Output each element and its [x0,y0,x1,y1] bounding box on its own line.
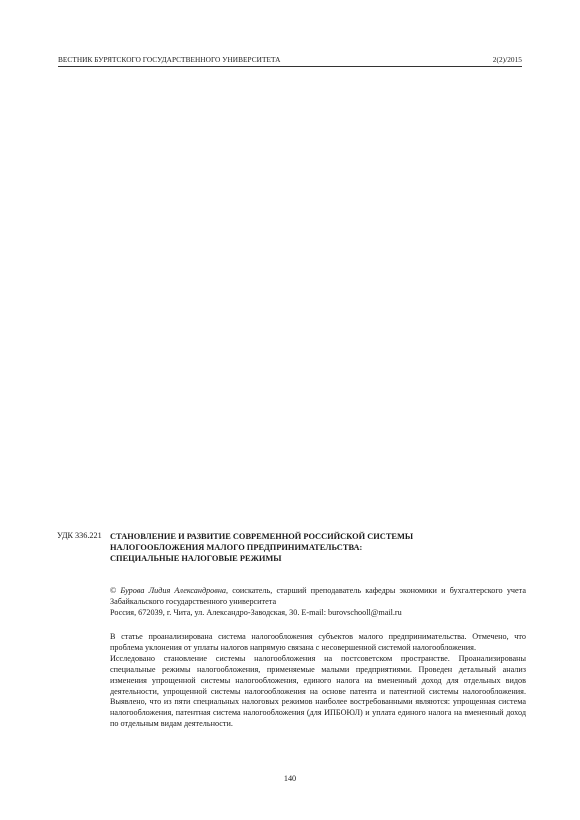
author-line [110,585,526,607]
title-line: СТАНОВЛЕНИЕ И РАЗВИТИЕ СОВРЕМЕННОЙ РОССИЙСКОЙ СИСТЕМЫ [110,532,414,541]
article-title [110,531,526,564]
title-line: НАЛОГООБЛОЖЕНИЯ МАЛОГО ПРЕДПРИНИМАТЕЛЬСТВА: [110,543,363,552]
author-address: Россия, 672039, г. Чита, ул. Александро-Заводская, 30. E-mail: burovschooll@mail.ru [110,608,402,618]
issue-number: 2(2)/2015 [492,55,522,64]
author-info [110,585,526,618]
abstract-paragraph: В статье проанализирована система налогообложения субъектов малого предпринимательства. Отмечено, что проблема уклонения от уплаты налогов напрямую связана с несовершенной системой налогообложения. [110,632,526,652]
abstract [110,632,526,730]
copyright-sign: © [110,586,121,595]
page-number: 140 [283,774,297,783]
author-affiliation: , соискатель, старший преподаватель кафедры экономики и бухгалтерского учета Забайкальского государственного университета [110,586,526,607]
udk-code: УДК 336.221 [57,531,102,540]
header-rule [58,66,522,67]
journal-name: ВЕСТНИК БУРЯТСКОГО ГОСУДАРСТВЕННОГО УНИВЕРСИТЕТА [58,55,281,64]
author-name: Бурова Лидия Александровна [120,586,226,595]
title-line: СПЕЦИАЛЬНЫЕ НАЛОГОВЫЕ РЕЖИМЫ [110,554,282,563]
abstract-paragraph: Исследовано становление системы налогообложения на постсоветском пространстве. Проанализированы специальные режимы налогообложения, применяемые малыми предприятиями. Проведен детальный анализ изменения упрощенной системы налогообложения, единого налога на вмененный доход для отдельных видов деятельности, упрощенной системы налогообложения на основе патента и патентной системы налогообложения. Выявлено, что из пяти специальных налоговых режимов наиболее востребованными являются: упрощенная система налогообложения, патентная система налогообложения (для ИПБОЮЛ) и уплата единого налога на вмененный доход по отдельным видам деятельности. [110,653,526,729]
